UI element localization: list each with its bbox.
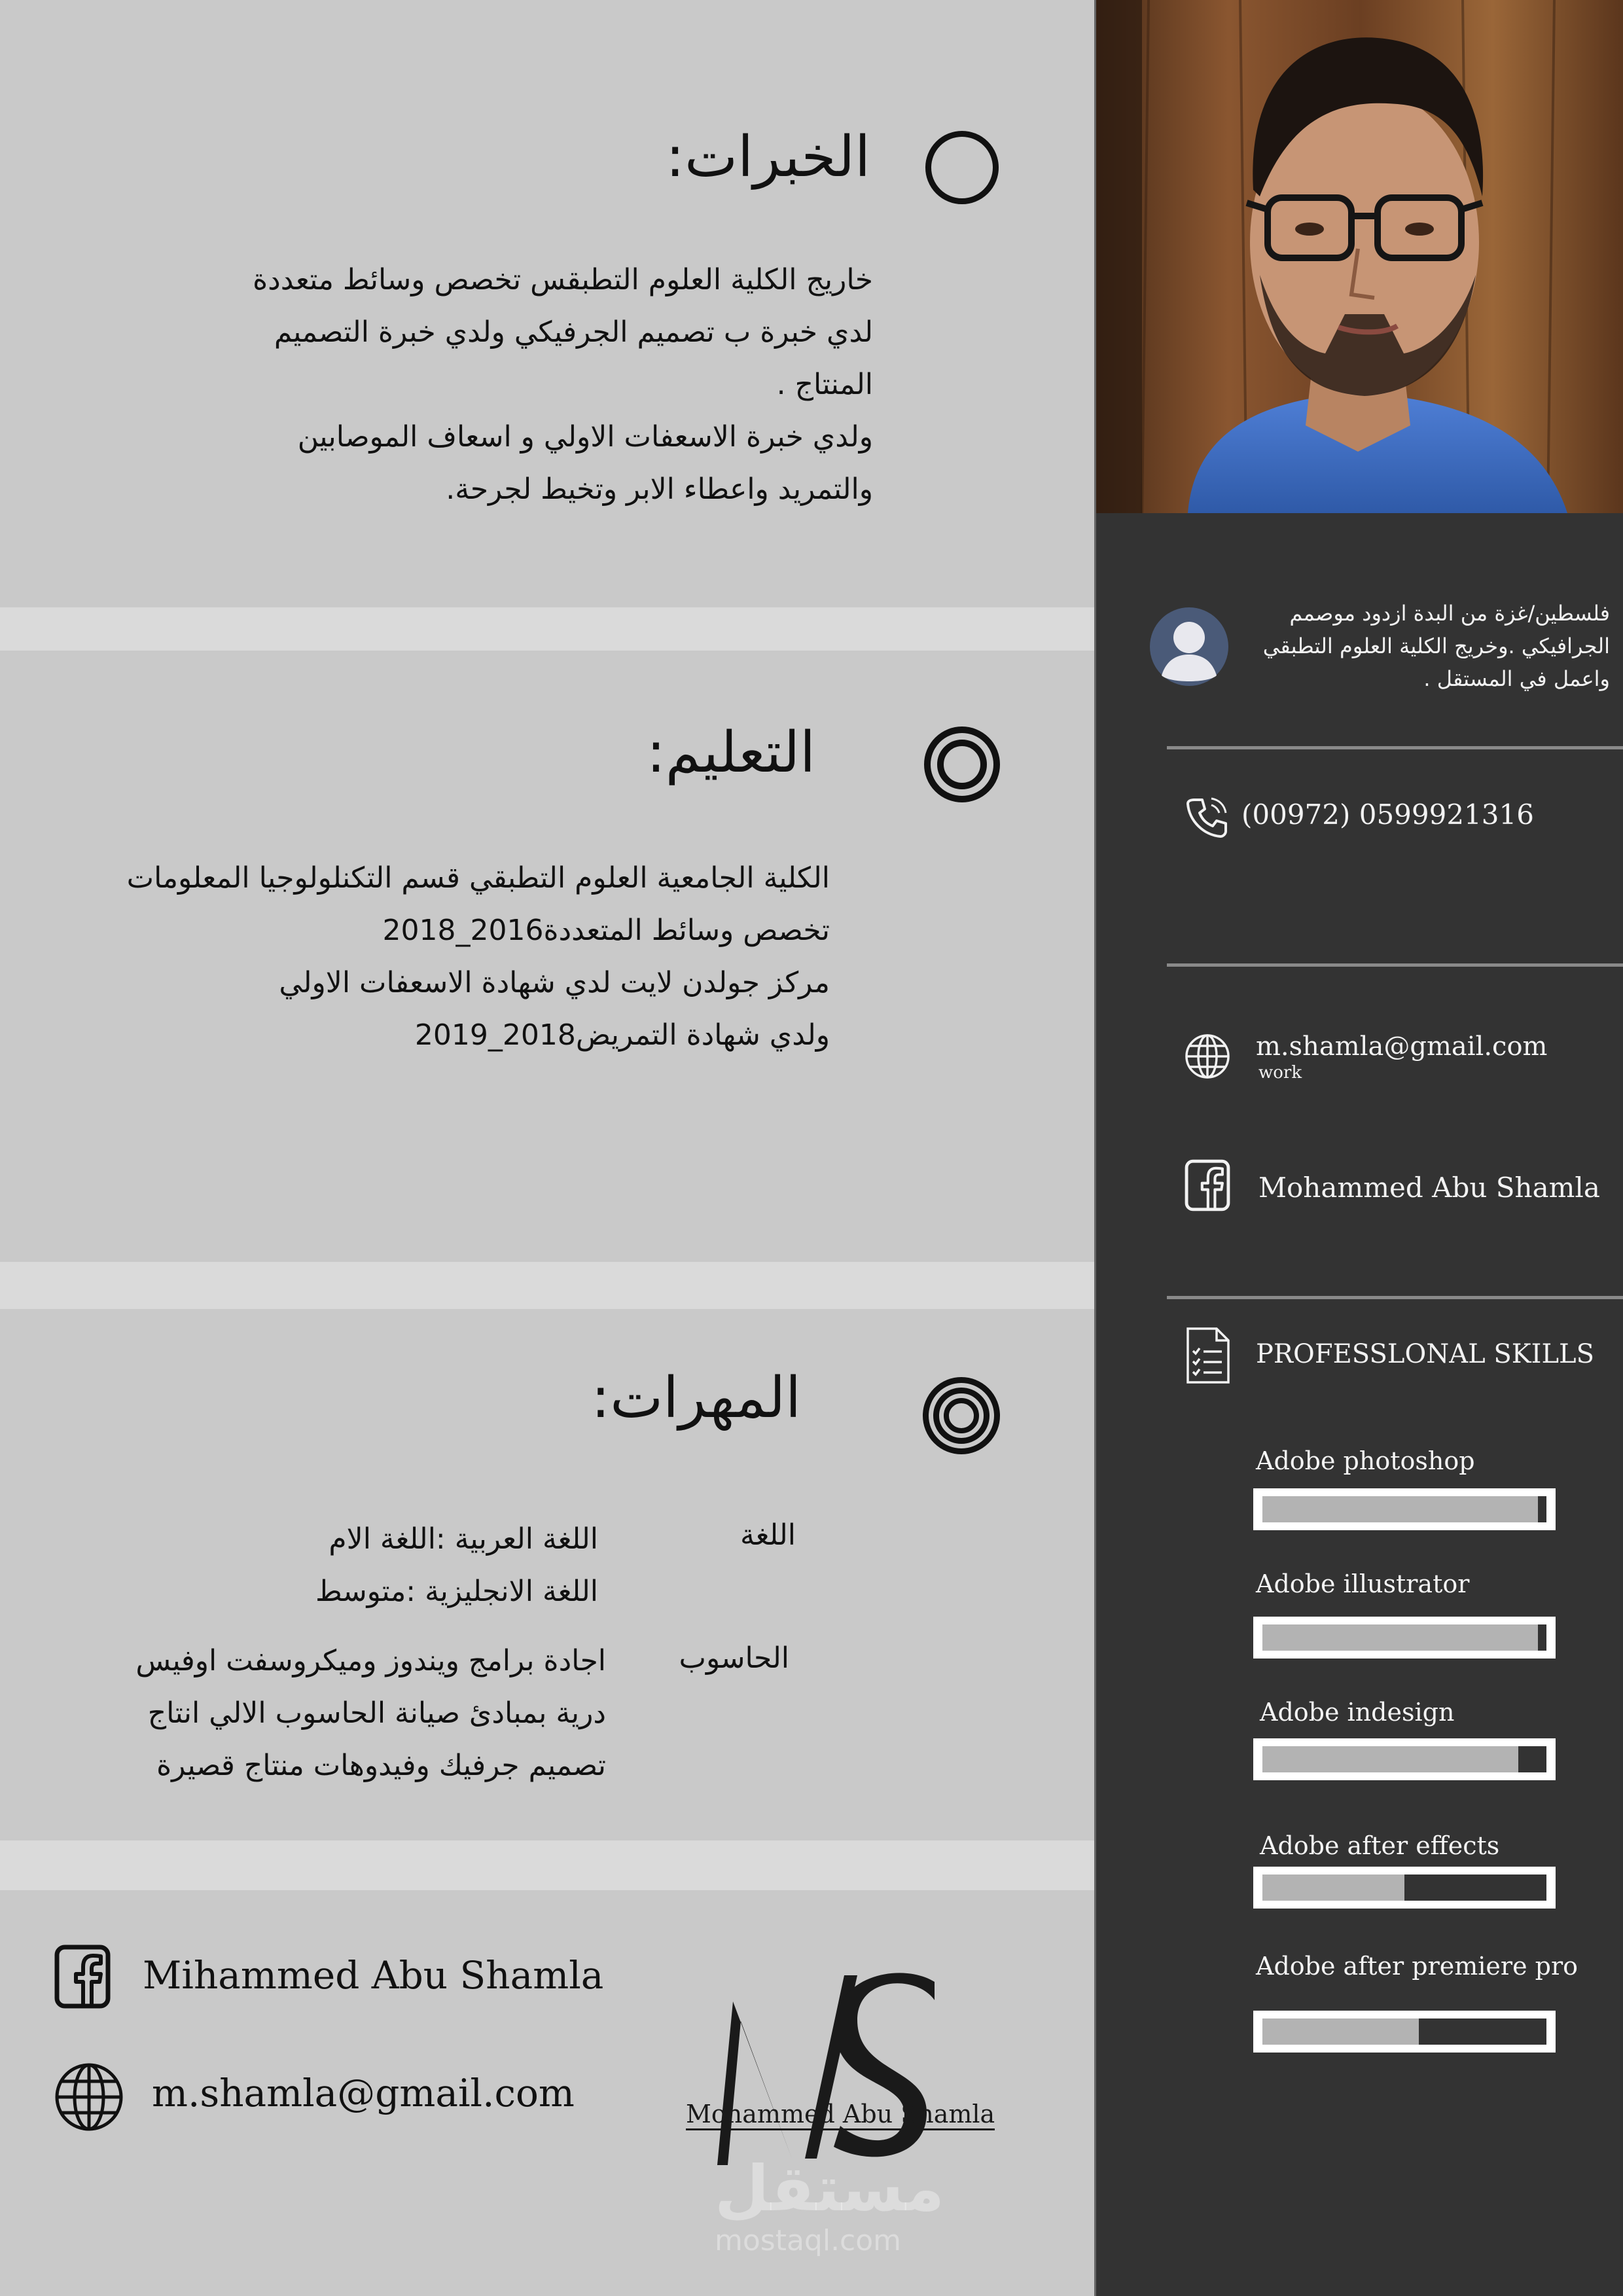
email-note: work — [1258, 1063, 1302, 1083]
skill-bar-track — [1262, 1746, 1546, 1772]
skills-heading: PROFESSLONAL SKILLS — [1256, 1339, 1595, 1369]
text-line: ولدي خبرة الاسعفات الاولي و اسعاف الموصابين — [297, 420, 873, 454]
text-line: خاريج الكلية العلوم التطبقس تخصص وسائط متعددة — [253, 263, 873, 296]
language-label: اللغة — [740, 1518, 796, 1552]
education-title: التعليم: — [646, 720, 815, 785]
section-separator — [0, 607, 1094, 651]
skills-section — [0, 1309, 1094, 1840]
skill-bar — [1253, 1617, 1556, 1659]
experience-title: الخبرات: — [666, 124, 870, 190]
text-line: المنتاج . — [776, 368, 873, 401]
skill-bar — [1253, 2011, 1556, 2053]
ms-logo-mark — [694, 1962, 942, 2178]
footer-email[interactable]: m.shamla@gmail.com — [152, 2071, 575, 2115]
phone-icon — [1185, 796, 1228, 839]
skill-bar-fill — [1262, 2018, 1419, 2045]
skill-bar-fill — [1262, 1496, 1538, 1522]
text-line: لدي خبرة ب تصميم الجرفيكي ولدي خبرة التصميم — [274, 315, 873, 349]
watermark-arabic: مستقل — [715, 2152, 945, 2225]
facebook-icon[interactable] — [1184, 1158, 1231, 1212]
footer-section — [0, 1890, 1094, 2296]
skill-bar-track — [1262, 1624, 1546, 1651]
skill-bar — [1253, 1738, 1556, 1780]
text-line: اللغة العربية :اللغة الام — [329, 1522, 598, 1556]
skill-name: Adobe after premiere pro — [1256, 1952, 1578, 1981]
computer-label: الحاسوب — [679, 1641, 789, 1675]
text-line: الكلية الجامعية العلوم التطبقي قسم التكنلولوجيا المعلومات — [126, 861, 830, 895]
text-line: ولدي شهادة التمريض2018_2019 — [414, 1018, 830, 1052]
section-circle-icon — [925, 131, 999, 204]
skill-bar-track — [1262, 1874, 1546, 1901]
section-double-circle-icon — [924, 726, 1000, 802]
skill-name: Adobe after effects — [1260, 1831, 1500, 1860]
skill-bar-track — [1262, 1496, 1546, 1522]
logo-name: Mohammed Abu Shamla — [686, 2100, 995, 2130]
phone-number[interactable]: (00972) 0599921316 — [1241, 798, 1534, 831]
globe-icon — [1184, 1033, 1231, 1080]
document-checklist-icon — [1185, 1326, 1231, 1385]
education-text — [127, 852, 830, 1062]
skills-title: المهرات: — [591, 1365, 801, 1431]
language-text — [315, 1513, 598, 1618]
skill-bar — [1253, 1867, 1556, 1909]
computer-text — [135, 1635, 606, 1792]
text-line: الجرافيكي .وخريج الكلية العلوم التطبقي — [1262, 634, 1610, 658]
skill-bar-track — [1262, 2018, 1546, 2045]
text-line: درية بمبادئ صيانة الحاسوب الالي انتاج — [147, 1696, 606, 1730]
section-separator — [0, 1262, 1094, 1309]
skill-bar-fill — [1262, 1624, 1538, 1651]
watermark-url: mostaql.com — [715, 2224, 902, 2257]
experience-section — [0, 0, 1094, 607]
text-line: اجادة برامج ويندوز وميكروسفت اوفيس — [135, 1644, 606, 1677]
experience-text — [253, 254, 873, 516]
facebook-icon[interactable] — [54, 1944, 111, 2009]
section-triple-circle-icon — [923, 1377, 1000, 1454]
skill-bar — [1253, 1488, 1556, 1530]
text-line: تصميم جرفيك وفيدوهات منتاج قصيرة — [156, 1749, 606, 1782]
sidebar-facebook[interactable]: Mohammed Abu Shamla — [1258, 1172, 1600, 1204]
skill-name: Adobe indesign — [1260, 1698, 1455, 1727]
text-line: تخصص وسائط المتعددة2016_2018 — [382, 914, 830, 947]
sidebar — [1094, 0, 1623, 2296]
text-line: والتمريد واعطاء الابر وتخيط لجرحة. — [446, 473, 873, 506]
skill-bar-fill — [1262, 1746, 1518, 1772]
about-text — [1263, 597, 1610, 695]
text-line: اللغة الانجليزية :متوسط — [315, 1575, 598, 1608]
sidebar-email[interactable]: m.shamla@gmail.com — [1256, 1031, 1548, 1062]
globe-icon — [54, 2062, 124, 2132]
text-line: مركز جولدن لايت لدي شهادة الاسعفات الاولي — [279, 966, 830, 999]
avatar-icon — [1150, 607, 1228, 686]
skill-name: Adobe illustrator — [1256, 1570, 1470, 1598]
sidebar-divider — [1167, 746, 1623, 749]
education-section — [0, 651, 1094, 1262]
profile-photo — [1096, 0, 1623, 513]
sidebar-divider — [1167, 963, 1623, 967]
text-line: فلسطين/غزة من البدة ازدود موصمم — [1289, 601, 1610, 626]
skill-bar-fill — [1262, 1874, 1404, 1901]
sidebar-divider — [1167, 1296, 1623, 1299]
section-separator — [0, 1840, 1094, 1890]
footer-facebook-name[interactable]: Mihammed Abu Shamla — [143, 1953, 604, 1998]
skill-name: Adobe photoshop — [1256, 1446, 1475, 1475]
text-line: واعمل في المستقل . — [1423, 666, 1610, 691]
